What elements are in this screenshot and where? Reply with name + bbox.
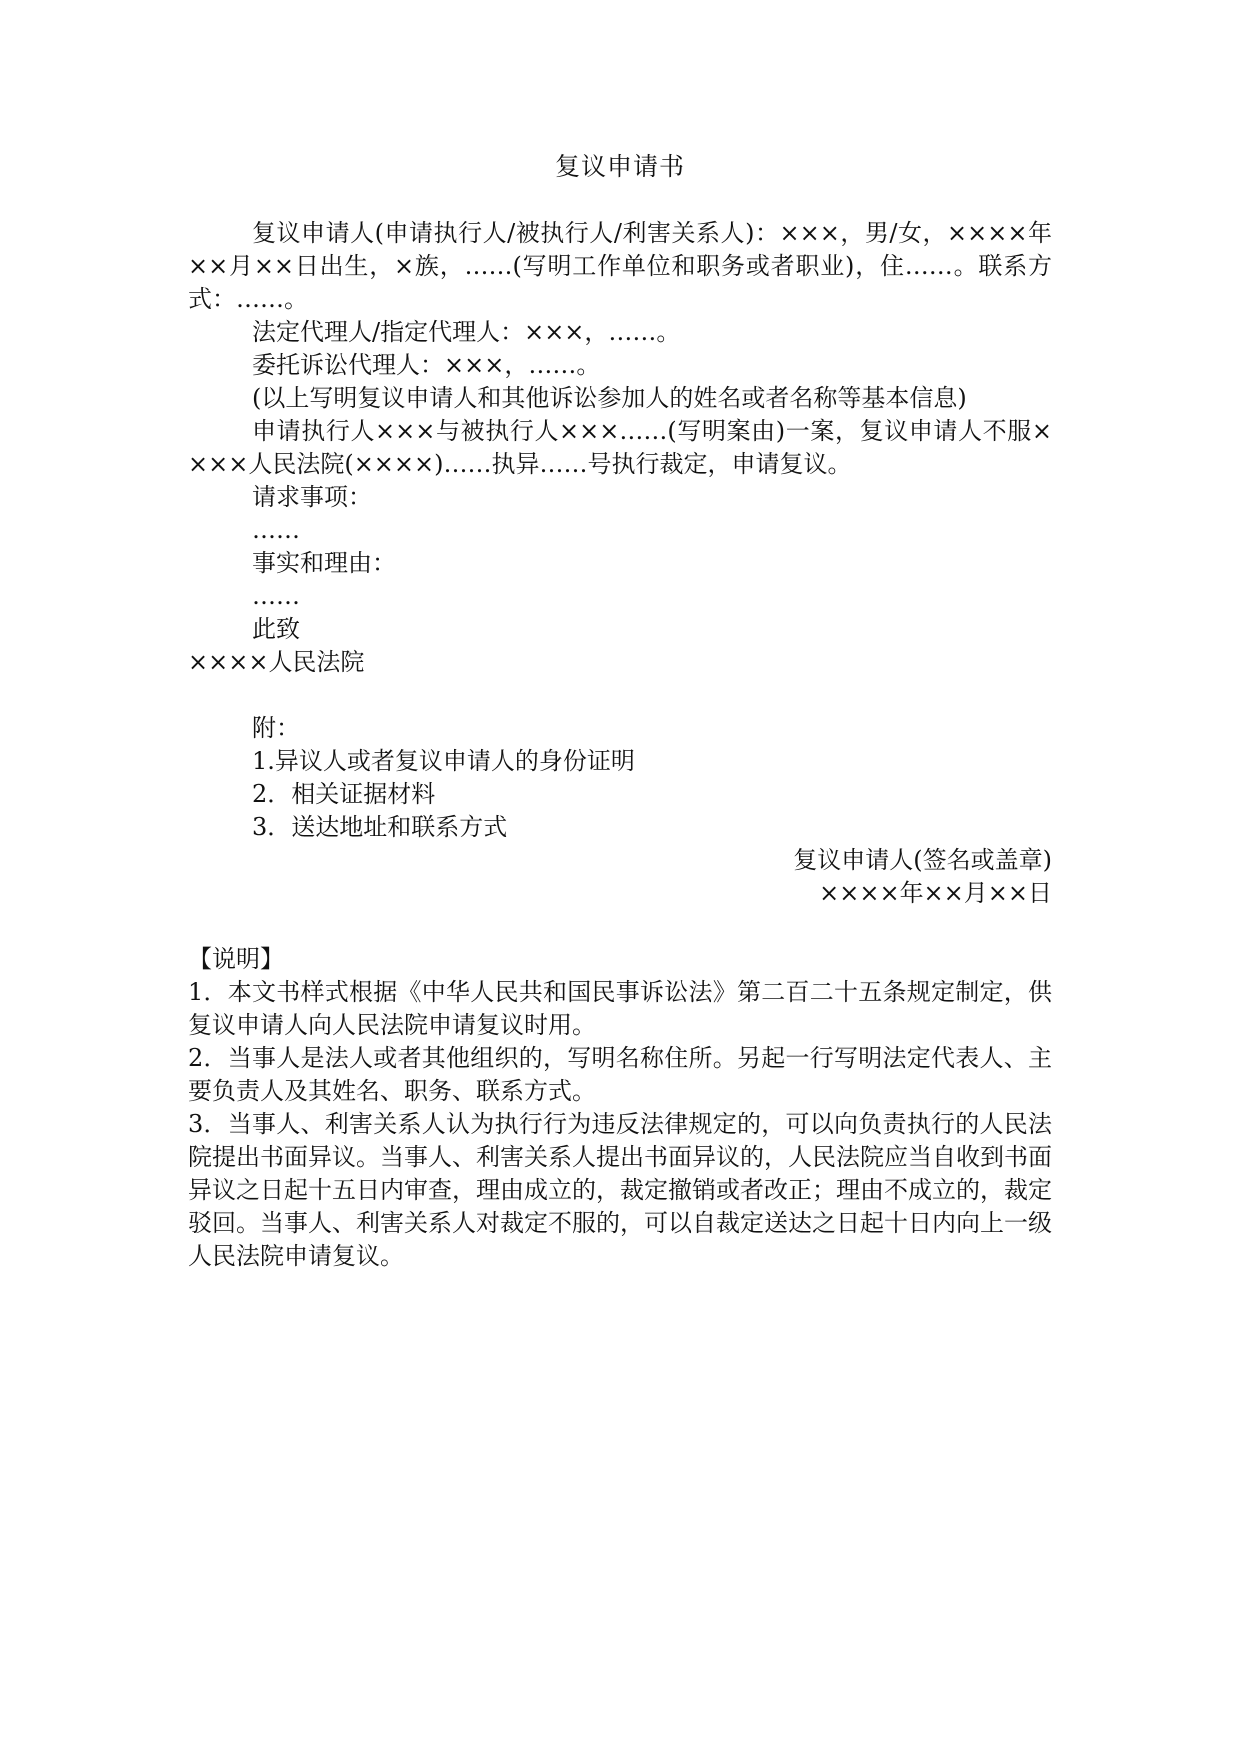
signature-line: 复议申请人(签名或盖章) [793, 846, 1052, 874]
attachment-item: 2．相关证据材料 [252, 780, 436, 808]
request-content: …… [252, 516, 300, 544]
document-content [188, 150, 1052, 1273]
agent-paragraph: 委托诉讼代理人：×××，……。 [252, 351, 601, 379]
legal-representative-paragraph: 法定代理人/指定代理人：×××，……。 [252, 318, 681, 346]
spacer [188, 910, 1052, 943]
case-paragraph: 申请执行人×××与被执行人×××……(写明案由)一案，复议申请人不服××××人民法院(××××)……执异……号执行裁定，申请复议。 [188, 417, 1052, 478]
notes-heading: 【说明】 [188, 945, 284, 973]
document-title: 复议申请书 [554, 152, 685, 181]
request-heading: 请求事项： [252, 483, 372, 511]
note-item: 3．当事人、利害关系人认为执行行为违反法律规定的，可以向负责执行的人民法院提出书面异议。当事人、利害关系人提出书面异议的，人民法院应当自收到书面异议之日起十五日内审查，理由成立的，裁定撤销或者改正；理由不成立的，裁定驳回。当事人、利害关系人对裁定不服的，可以自裁定送达之日起十日内向上一级人民法院申请复议。 [188, 1110, 1052, 1270]
date-line: ××××年××月××日 [819, 879, 1052, 907]
facts-content: …… [252, 582, 300, 610]
applicant-paragraph: 复议申请人(申请执行人/被执行人/利害关系人)：×××，男/女，××××年××月××日出生，×族，……(写明工作单位和职务或者职业)，住……。联系方式：……。 [188, 219, 1052, 313]
court-name: ××××人民法院 [188, 648, 365, 676]
attachment-item: 1.异议人或者复议申请人的身份证明 [252, 747, 635, 775]
spacer [188, 679, 1052, 712]
salutation: 此致 [252, 615, 300, 643]
facts-heading: 事实和理由： [252, 549, 396, 577]
note-item: 1．本文书样式根据《中华人民共和国民事诉讼法》第二百二十五条规定制定，供复议申请人向人民法院申请复议时用。 [188, 978, 1052, 1039]
note-item: 2．当事人是法人或者其他组织的，写明名称住所。另起一行写明法定代表人、主要负责人及其姓名、职务、联系方式。 [188, 1044, 1052, 1105]
participant-note-paragraph: (以上写明复议申请人和其他诉讼参加人的姓名或者名称等基本信息) [252, 384, 967, 412]
attachment-item: 3．送达地址和联系方式 [252, 813, 508, 841]
attachments-label: 附： [252, 714, 300, 742]
